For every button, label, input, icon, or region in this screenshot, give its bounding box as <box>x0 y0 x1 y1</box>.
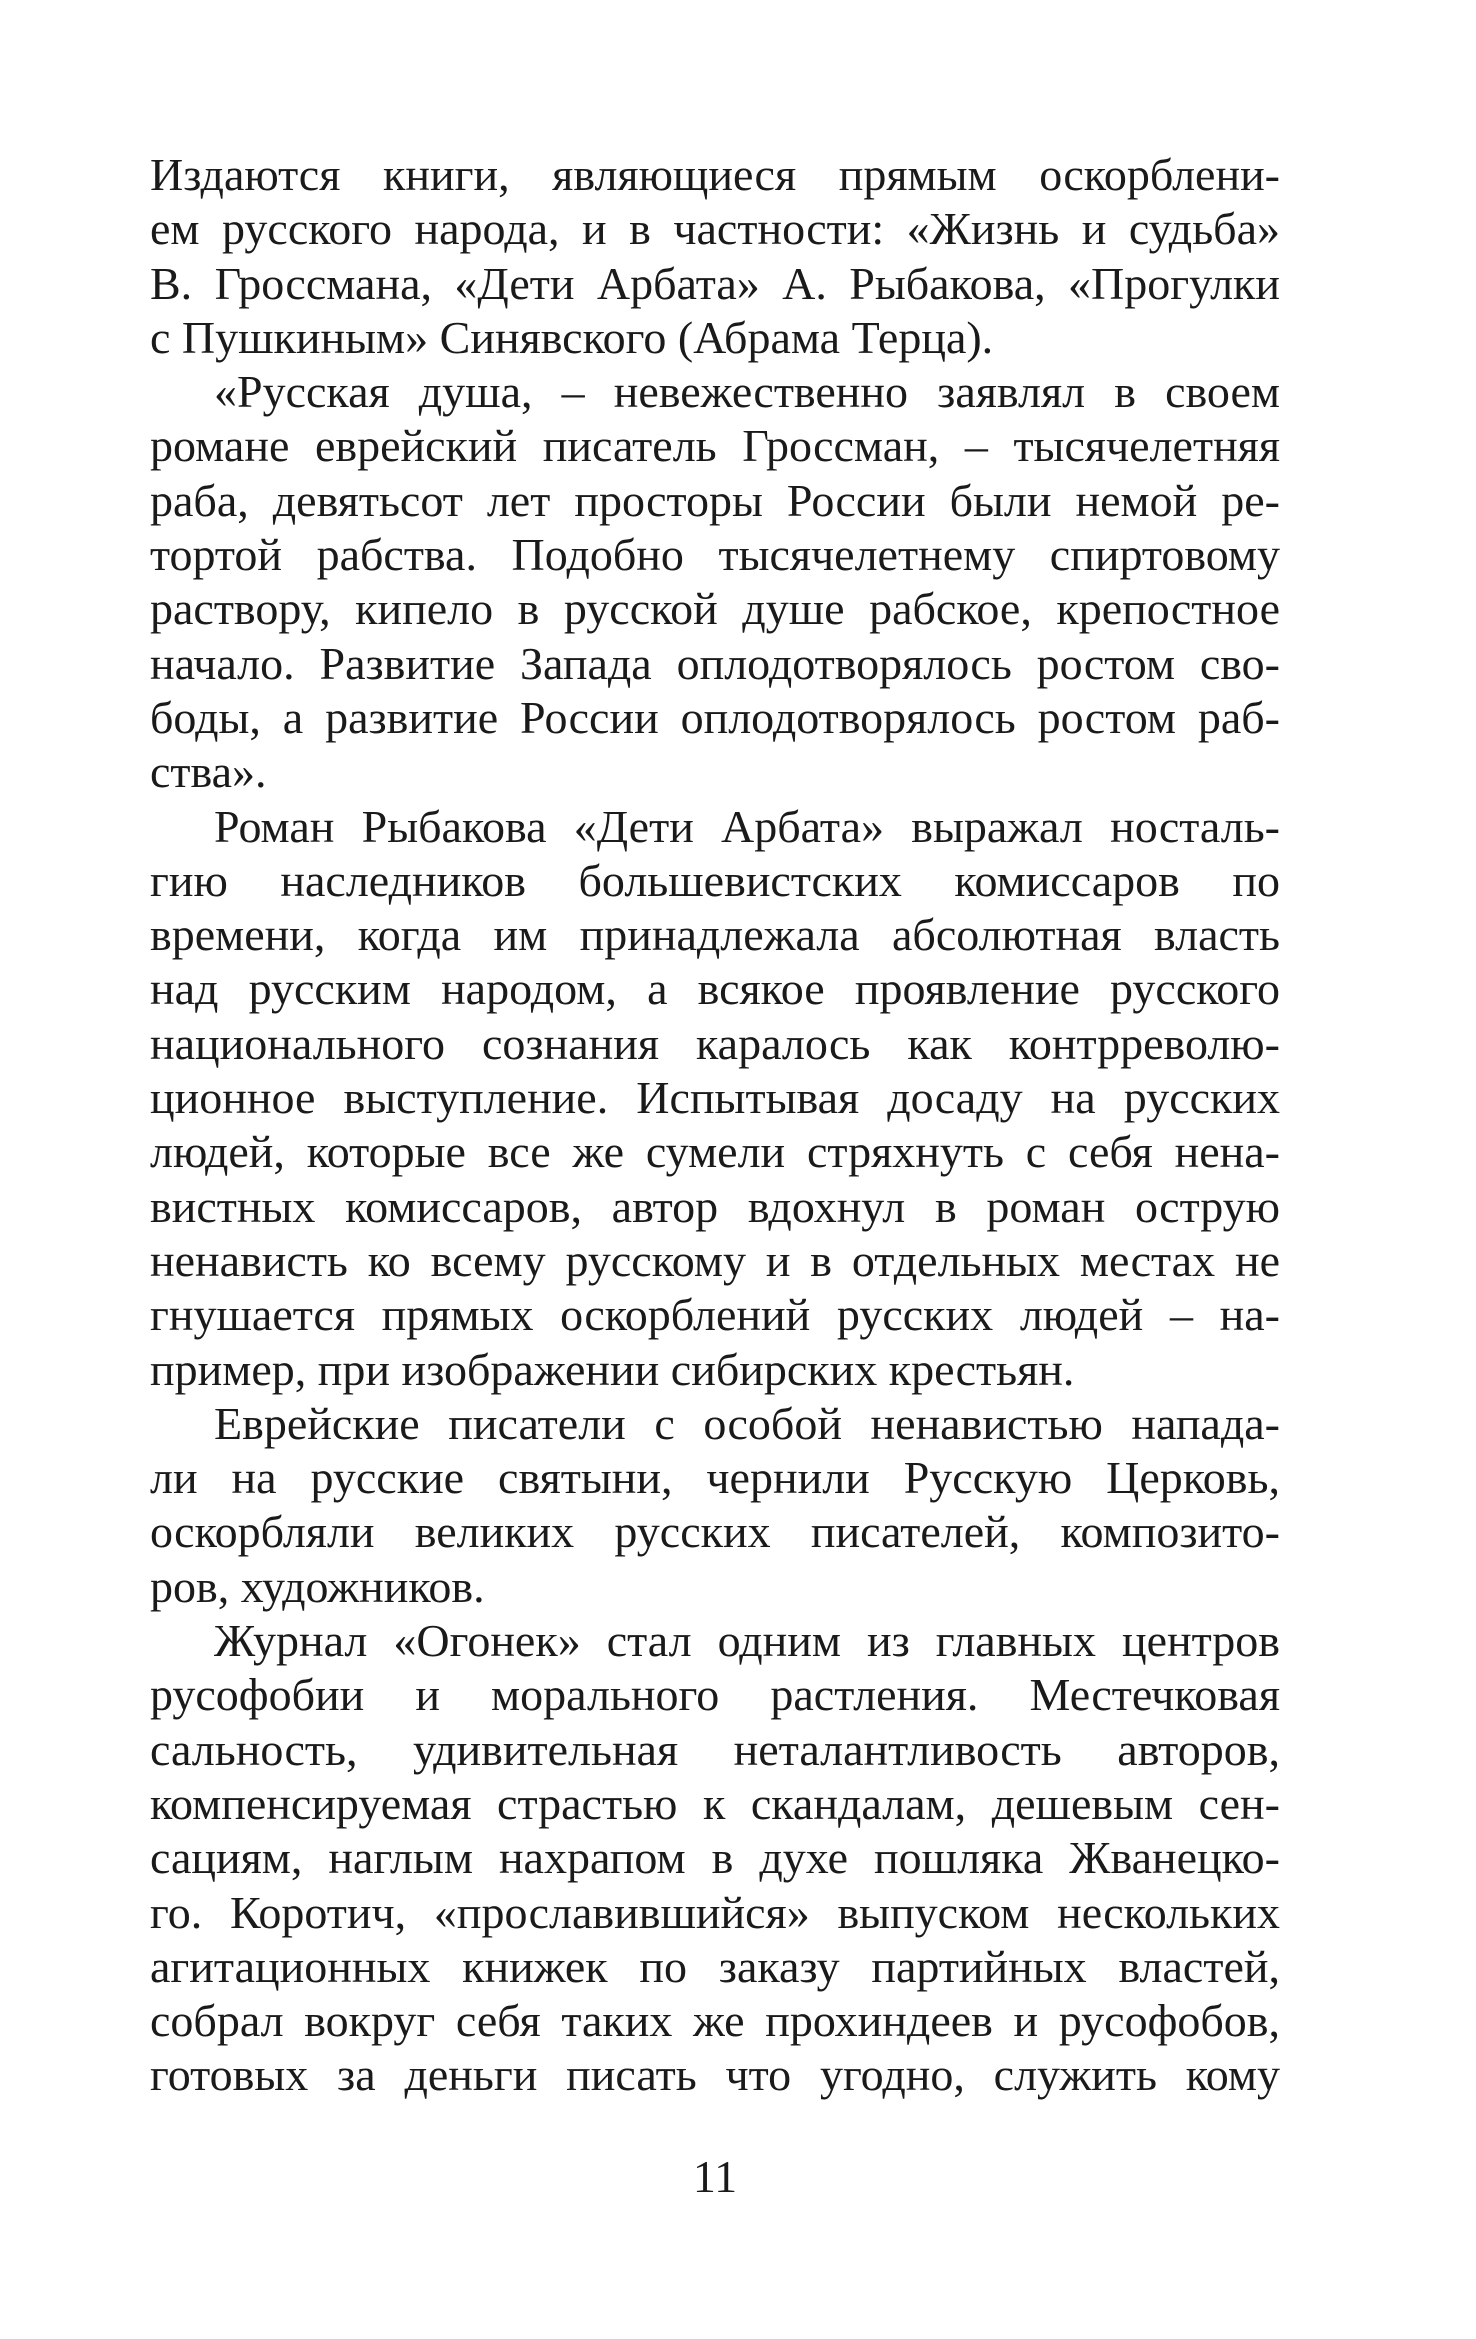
paragraph-line: Издаются книги, являющиеся прямым оскорблени- <box>150 149 1280 200</box>
paragraph-line: времени, когда им принадлежала абсолютная власть <box>150 909 1280 961</box>
paragraph-line: раствору, кипело в русской душе рабское, крепостное <box>150 583 1280 635</box>
paragraph-line: ционное выступление. Испытывая досаду на русских <box>150 1072 1280 1124</box>
paragraph-line: Еврейские писатели с особой ненавистью напада- <box>214 1397 1280 1449</box>
paragraph-line: тортой рабства. Подобно тысячелетнему спиртовому <box>150 529 1280 581</box>
paragraph-line: сальность, удивительная неталантливость авторов, <box>150 1723 1280 1775</box>
paragraph-line: агитационных книжек по заказу партийных властей, <box>150 1940 1280 1992</box>
page-number: 11 <box>692 2151 738 2202</box>
paragraph-line: раба, девятьсот лет просторы России были немой ре- <box>150 474 1280 526</box>
paragraph-line: начало. Развитие Запада оплодотворялось ростом сво- <box>150 637 1280 689</box>
paragraph-line: людей, которые все же сумели стряхнуть с себя нена- <box>150 1126 1280 1178</box>
paragraph-line: гию наследников большевистских комиссаров по <box>150 854 1280 906</box>
paragraph-line: гнушается прямых оскорблений русских людей – на- <box>150 1289 1280 1341</box>
paragraph-line: русофобии и морального растления. Местечковая <box>150 1669 1280 1721</box>
paragraph-line: собрал вокруг себя таких же прохиндеев и русофобов, <box>150 1995 1280 2047</box>
paragraph-line: компенсируемая страстью к скандалам, дешевым сен- <box>150 1777 1280 1829</box>
paragraph-line: романе еврейский писатель Гроссман, – тысячелетняя <box>150 420 1280 472</box>
paragraph-line: национального сознания каралось как контрреволю- <box>150 1017 1280 1069</box>
paragraph-line: ем русского народа, и в частности: «Жизнь и судьба» <box>150 203 1280 255</box>
paragraph-line: В. Гроссмана, «Дети Арбата» А. Рыбакова, «Прогулки <box>150 257 1280 309</box>
paragraph-line: с Пушкиным» Синявского (Абрама Терца). <box>150 311 994 363</box>
paragraph-line: вистных комиссаров, автор вдохнул в роман острую <box>150 1180 1280 1232</box>
paragraph-line: ства». <box>150 746 267 798</box>
paragraph-line: сациям, наглым нахрапом в духе пошляка Жванецко- <box>150 1832 1280 1884</box>
body-text <box>150 148 1280 2103</box>
paragraph-line: Журнал «Огонек» стал одним из главных центров <box>214 1615 1280 1667</box>
paragraph-line: боды, а развитие России оплодотворялось ростом раб- <box>150 691 1280 743</box>
paragraph-line: «Русская душа, – невежественно заявлял в своем <box>214 366 1280 418</box>
paragraph-line: го. Коротич, «прославившийся» выпуском нескольких <box>150 1886 1280 1938</box>
paragraph-line: ров, художников. <box>150 1560 485 1612</box>
paragraph-line: над русским народом, а всякое проявление русского <box>150 963 1280 1015</box>
paragraph-line: оскорбляли великих русских писателей, композито- <box>150 1506 1280 1558</box>
paragraph-line: готовых за деньги писать что угодно, служить кому <box>150 2049 1280 2101</box>
paragraph-line: ли на русские святыни, чернили Русскую Церковь, <box>150 1452 1280 1504</box>
paragraph-line: пример, при изображении сибирских крестьян. <box>150 1343 1075 1395</box>
paragraph-line: ненависть ко всему русскому и в отдельных местах не <box>150 1234 1280 1286</box>
paragraph-line: Роман Рыбакова «Дети Арбата» выражал носталь- <box>214 800 1280 852</box>
